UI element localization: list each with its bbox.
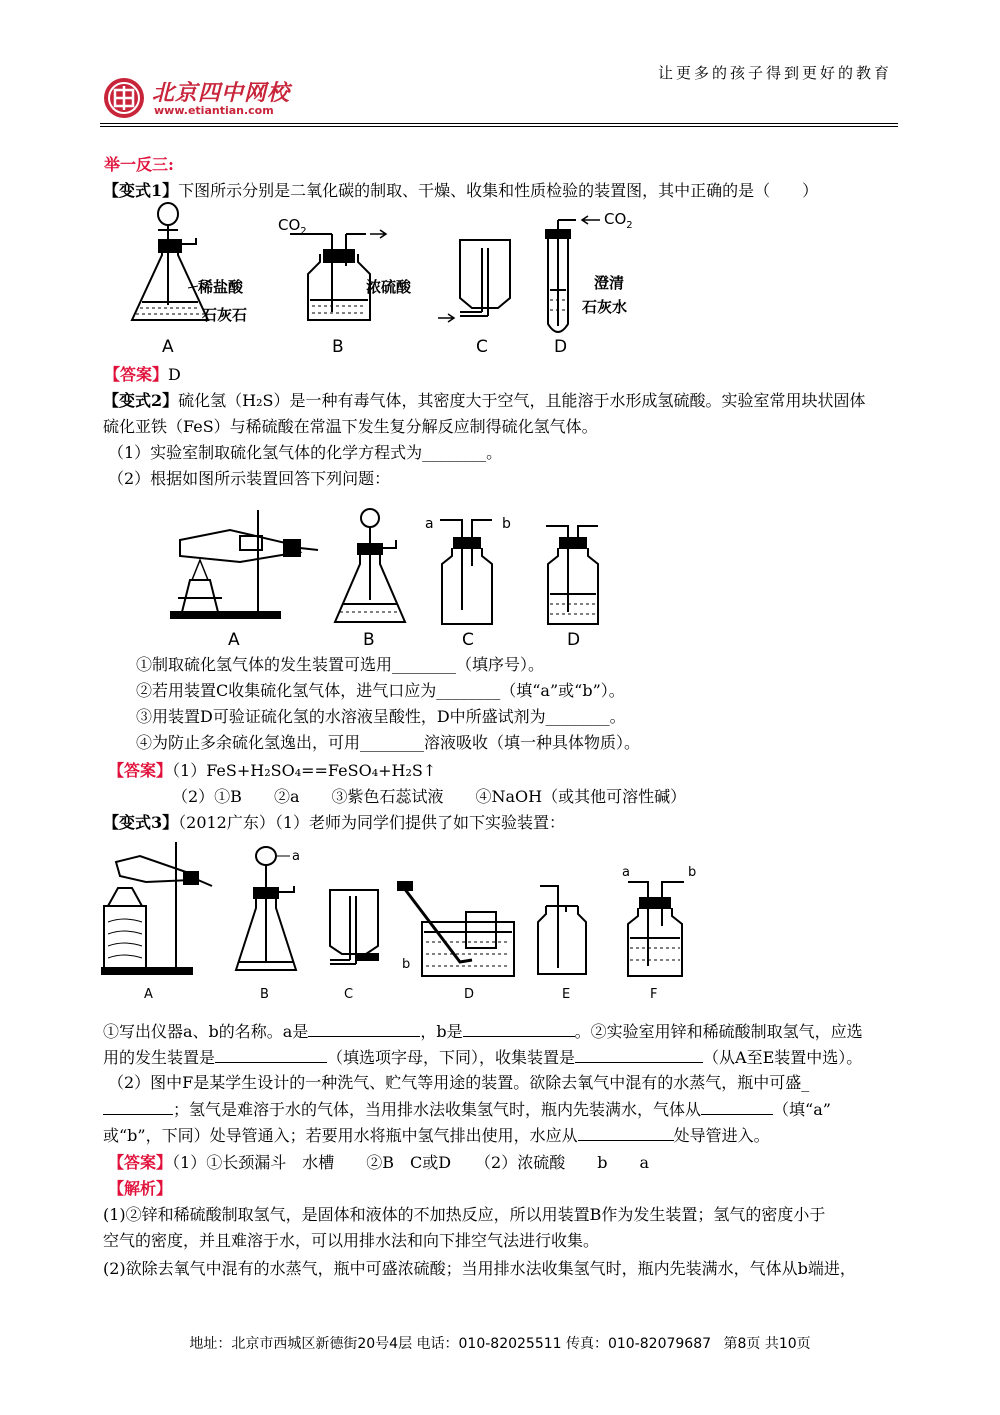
variant2-q2: （2）根据如图所示装置回答下列问题： <box>108 469 391 488</box>
apparatus2-b <box>335 509 405 622</box>
logo-text: 北京四中网校 <box>152 80 291 106</box>
variant3-line4 <box>103 1096 831 1123</box>
v3-l1b: ，b是 <box>420 1022 463 1041</box>
variant2-answer1: （1）FeS+H₂SO₄==FeSO₄+H₂S↑ <box>172 761 437 780</box>
variant2-tag: 【变式2】 <box>103 391 179 410</box>
variant3-line5 <box>103 1122 770 1149</box>
variant3-line1 <box>103 1018 863 1045</box>
label3-pa: a <box>292 849 300 864</box>
label-c: C <box>476 337 488 357</box>
apparatus-c <box>438 240 510 322</box>
variant3-line2 <box>103 1044 862 1071</box>
v3-l1c: 。②实验室用锌和稀硫酸制取氢气，应选 <box>574 1022 863 1041</box>
blank-gas-inlet[interactable] <box>701 1096 773 1115</box>
blank-dry-agent[interactable] <box>103 1096 173 1115</box>
variant2-s4: ④为防止多余硫化氢逸出，可用________溶液吸收（填一种具体物质）。 <box>136 733 641 752</box>
variant2-s3: ③用装置D可验证硫化氢的水溶液呈酸性，D中所盛试剂为________。 <box>136 707 626 726</box>
apparatus2-a <box>170 510 318 618</box>
footer <box>0 1333 1000 1353</box>
blank-generator[interactable] <box>215 1044 327 1063</box>
arrow-left-icon <box>582 216 600 224</box>
variant2-s2: ②若用装置C收集硫化氢气体，进气口应为________（填“a”或“b”）。 <box>136 681 625 700</box>
section-title: 举一反三: <box>104 155 174 174</box>
variant1-answer-tag: 【答案】 <box>104 365 169 384</box>
variant3-tag: 【变式3】 <box>103 813 179 832</box>
apparatus3-a <box>102 842 212 974</box>
variant2-line1 <box>103 388 865 414</box>
apparatus3-f <box>628 882 684 976</box>
apparatus3-d <box>398 882 514 976</box>
variant3-answer-tag: 【答案】 <box>108 1153 173 1172</box>
variant3-analysis-2: 空气的密度，并且难溶于水，可以用排水法和向下排空气法进行收集。 <box>103 1231 600 1250</box>
variant2-answer2: （2）①B ②a ③紫色石蕊试液 ④NaOH（或其他可溶性碱） <box>172 787 687 806</box>
label3-a: A <box>144 987 153 1002</box>
header-divider-2 <box>100 126 898 127</box>
label2-d: D <box>567 630 581 650</box>
apparatus-d <box>546 220 576 332</box>
variant1-text: 下图所示分别是二氧化碳的制取、干燥、收集和性质检验的装置图，其中正确的是（ ） <box>178 181 819 200</box>
variant1-answer-value: D <box>168 365 181 384</box>
v3-l1a: ①写出仪器a、b的名称。a是 <box>103 1022 309 1041</box>
label-acid2: 浓硫酸 <box>366 278 412 296</box>
label3-b: B <box>260 987 269 1002</box>
footer-page: 第8页 共10页 <box>723 1336 811 1352</box>
label3-f: F <box>650 987 658 1002</box>
label-d: D <box>554 337 568 357</box>
logo-url: www.etiantian.com <box>154 104 274 117</box>
footer-address: 地址：北京市西城区新德街20号4层 电话：010-82025511 传真：010-82079687 <box>189 1336 712 1352</box>
blank-b-name[interactable] <box>463 1018 575 1037</box>
variant2-answer-tag: 【答案】 <box>108 761 173 780</box>
variant2-line2: 硫化亚铁（FeS）与稀硫酸在常温下发生复分解反应制得硫化氢气体。 <box>103 417 598 436</box>
label2-a: A <box>228 630 240 650</box>
variant2-text1: 硫化氢（H₂S）是一种有毒气体，其密度大于空气，且能溶于水形成氢硫酸。实验室常用块状固体 <box>178 391 866 410</box>
label-stone: 石灰石 <box>202 306 248 324</box>
variant3-answer-value: （1）①长颈漏斗 水槽 ②B C或D （2）浓硫酸 b a <box>172 1153 649 1172</box>
figure-variant1 <box>130 200 660 360</box>
variant2-q1: （1）实验室制取硫化氢气体的化学方程式为________。 <box>108 443 503 462</box>
label3-fb: b <box>402 957 411 972</box>
label3-c: C <box>344 987 354 1002</box>
label-a: A <box>162 337 174 357</box>
figure-variant2 <box>170 500 620 650</box>
v3-l2a: 用的发生装置是 <box>103 1048 216 1067</box>
label3-fa: a <box>622 865 630 880</box>
header-slogan: 让更多的孩子得到更好的教育 <box>658 64 893 82</box>
apparatus2-c <box>440 520 492 624</box>
v3-l5b: 处导管进入。 <box>673 1126 770 1145</box>
label-co2-1: $CO_2$ <box>278 216 307 237</box>
variant3-intro <box>103 810 565 836</box>
apparatus2-d <box>546 526 598 624</box>
label-clear2: 石灰水 <box>582 298 628 316</box>
label-b: B <box>332 337 344 357</box>
variant3-analysis-tag: 【解析】 <box>108 1179 173 1198</box>
v3-l2b: （填选项字母，下同），收集装置是 <box>327 1048 576 1067</box>
variant2-answer <box>108 758 436 784</box>
variant3-intro-text: （2012广东）（1）老师为同学们提供了如下实验装置： <box>178 813 566 832</box>
variant1-answer <box>104 362 181 388</box>
apparatus3-e <box>538 886 586 974</box>
label2-pb: b <box>502 516 511 532</box>
variant1-tag: 【变式1】 <box>103 181 179 200</box>
v3-l5a: 或“b”，下同）处导管通入；若要用水将瓶中氢气排出使用，水应从 <box>103 1126 578 1145</box>
figure-variant3 <box>100 842 720 1004</box>
label-clear1: 澄清 <box>594 274 625 292</box>
variant3-answer <box>108 1150 649 1176</box>
variant3-analysis-1: (1)②锌和稀硫酸制取氢气，是固体和液体的不加热反应，所以用装置B作为发生装置；氢气的密度小于 <box>103 1205 826 1224</box>
v3-l2c: （从A至E装置中选）。 <box>703 1048 863 1067</box>
apparatus-b <box>290 234 370 320</box>
label3-d: D <box>464 987 475 1002</box>
v3-l4a: ；氢气是难溶于水的气体，当用排水法收集氢气时，瓶内先装满水，气体从 <box>173 1100 702 1119</box>
blank-a-name[interactable] <box>308 1018 420 1037</box>
variant2-s1: ①制取硫化氢气体的发生装置可选用________（填序号）。 <box>136 655 545 674</box>
variant3-line3: （2）图中F是某学生设计的一种洗气、贮气等用途的装置。欲除去氧气中混有的水蒸气，瓶中可盛_ <box>108 1073 810 1092</box>
blank-collector[interactable] <box>575 1044 703 1063</box>
apparatus3-b <box>236 847 296 970</box>
blank-water-inlet[interactable] <box>578 1122 674 1141</box>
label-acid1: 稀盐酸 <box>198 278 244 296</box>
logo <box>102 76 342 120</box>
label3-e: E <box>562 987 571 1002</box>
logo-emblem-icon <box>102 76 146 120</box>
apparatus3-c <box>330 890 378 964</box>
label3-fb2: b <box>688 865 697 880</box>
v3-l4b: （填“a” <box>773 1100 831 1119</box>
variant3-analysis-3: (2)欲除去氧气中混有的水蒸气，瓶中可盛浓硫酸；当用排水法收集氢气时，瓶内先装满水，气体从b端进， <box>103 1259 856 1278</box>
apparatus-a <box>132 203 208 320</box>
label2-c: C <box>462 630 474 650</box>
label2-pa: a <box>425 516 434 532</box>
liquid-pattern-a <box>136 308 204 314</box>
label2-b: B <box>363 630 375 650</box>
header-divider <box>100 123 898 124</box>
arrow-right-icon <box>370 230 386 238</box>
label-co2-2: $CO_2$ <box>604 210 633 231</box>
